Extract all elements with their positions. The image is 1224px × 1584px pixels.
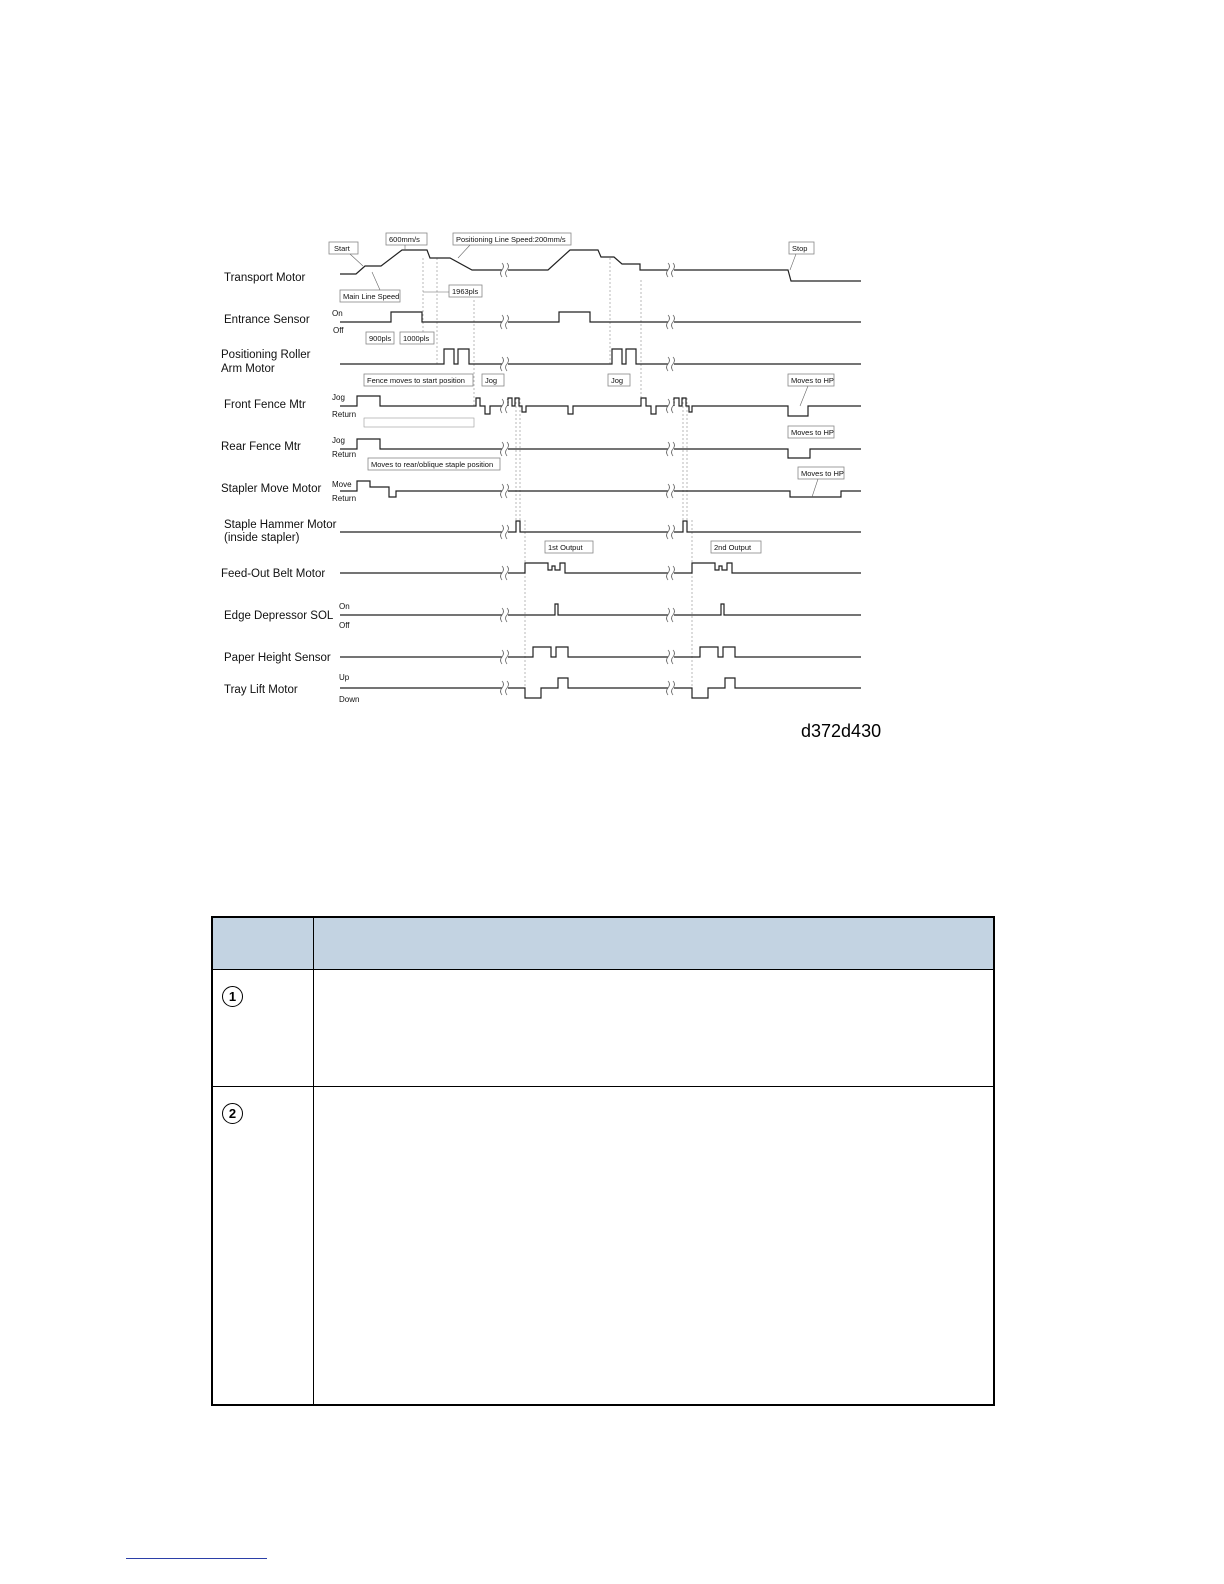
callout-positioning-speed — [453, 233, 571, 258]
level-front-return: Return — [332, 410, 357, 419]
svg-text:Fence moves to start position: Fence moves to start position — [367, 376, 465, 385]
svg-text:1st Output: 1st Output — [548, 543, 583, 552]
svg-text:Positioning Line Speed:200mm/s: Positioning Line Speed:200mm/s — [456, 235, 566, 244]
callout-stapler-hp — [798, 467, 844, 497]
level-stapler-move: Move — [332, 480, 352, 489]
label-stapler-move: Stapler Move Motor — [221, 483, 322, 495]
label-positioning-roller-2: Arm Motor — [221, 363, 275, 375]
row-marker-cell — [212, 1087, 314, 1406]
trace-stapler-move — [340, 481, 861, 497]
callout-stop — [789, 242, 814, 270]
trace-tray-lift — [340, 678, 861, 698]
callout-stapler-position — [368, 458, 500, 470]
label-feedout-belt: Feed-Out Belt Motor — [221, 568, 326, 580]
label-transport-motor: Transport Motor — [224, 272, 306, 284]
header-cell-number — [212, 917, 314, 970]
callout-rear-hp — [788, 426, 834, 438]
trace-edge-depressor — [340, 604, 861, 615]
level-front-jog: Jog — [332, 393, 345, 402]
callout-jog-2 — [608, 374, 630, 386]
table-header-row — [212, 917, 994, 970]
level-edge-off: Off — [339, 621, 350, 630]
label-tray-lift: Tray Lift Motor — [224, 684, 298, 696]
svg-text:Moves to HP: Moves to HP — [801, 469, 844, 478]
label-front-fence: Front Fence Mtr — [224, 399, 306, 411]
level-edge-on: On — [339, 602, 350, 611]
svg-text:Jog: Jog — [611, 376, 624, 385]
svg-text:Main Line Speed: Main Line Speed — [343, 292, 400, 301]
table-row — [212, 970, 994, 1087]
level-stapler-return: Return — [332, 494, 357, 503]
row-description-cell — [314, 970, 995, 1087]
svg-text:900pls: 900pls — [369, 334, 392, 343]
label-paper-height: Paper Height Sensor — [224, 652, 331, 664]
callout-900pls — [366, 332, 394, 344]
svg-text:Stop: Stop — [792, 244, 808, 253]
callout-1963pls — [423, 285, 482, 297]
callout-1st-output — [545, 541, 593, 553]
label-rear-fence: Rear Fence Mtr — [221, 441, 301, 453]
svg-text:Jog: Jog — [485, 376, 498, 385]
level-tray-down: Down — [339, 695, 360, 704]
label-positioning-roller: Positioning Roller — [221, 349, 311, 361]
row-marker-cell — [212, 970, 314, 1087]
callout-speed-600 — [386, 233, 427, 250]
callout-2nd-output — [711, 541, 761, 553]
svg-text:Moves to HP: Moves to HP — [791, 376, 834, 385]
header-cell-description — [314, 917, 995, 970]
callout-1000pls — [400, 332, 434, 344]
circled-number-1: 1 — [222, 986, 243, 1007]
trace-rear-fence — [340, 439, 861, 458]
svg-text:1000pls: 1000pls — [403, 334, 430, 343]
level-entrance-on: On — [332, 309, 343, 318]
circled-number-2: 2 — [222, 1103, 243, 1124]
callout-front-hp — [788, 374, 834, 406]
figure-id: d372d430 — [801, 721, 882, 741]
time-break-marks — [501, 263, 675, 695]
label-staple-hammer: Staple Hammer Motor — [224, 519, 337, 531]
svg-text:600mm/s: 600mm/s — [389, 235, 420, 244]
level-rear-return: Return — [332, 450, 357, 459]
level-rear-jog: Jog — [332, 436, 345, 445]
trace-front-fence — [340, 396, 861, 416]
svg-text:2nd Output: 2nd Output — [714, 543, 752, 552]
svg-text:1963pls: 1963pls — [452, 287, 479, 296]
footer-link-underline[interactable] — [126, 1558, 267, 1559]
label-edge-depressor: Edge Depressor SOL — [224, 610, 334, 622]
svg-text:Start: Start — [334, 244, 350, 253]
svg-text:Moves to HP: Moves to HP — [791, 428, 834, 437]
trace-positioning-roller — [340, 349, 861, 364]
trace-staple-hammer — [340, 521, 861, 532]
svg-text:Moves to rear/oblique staple p: Moves to rear/oblique staple position — [371, 460, 494, 469]
label-staple-hammer-2: (inside stapler) — [224, 532, 300, 544]
callout-main-line-speed — [340, 272, 400, 302]
row-description-cell — [314, 1087, 995, 1406]
trace-entrance-sensor — [340, 312, 861, 322]
callout-start — [329, 242, 363, 266]
description-table — [211, 916, 995, 1406]
label-entrance-sensor: Entrance Sensor — [224, 314, 310, 326]
trace-transport-motor — [340, 250, 861, 281]
callout-jog-1 — [482, 374, 504, 386]
table-row — [212, 1087, 994, 1406]
level-tray-up: Up — [339, 673, 350, 682]
trace-paper-height — [340, 647, 861, 657]
trace-feedout-belt — [340, 563, 861, 573]
level-entrance-off: Off — [333, 326, 344, 335]
